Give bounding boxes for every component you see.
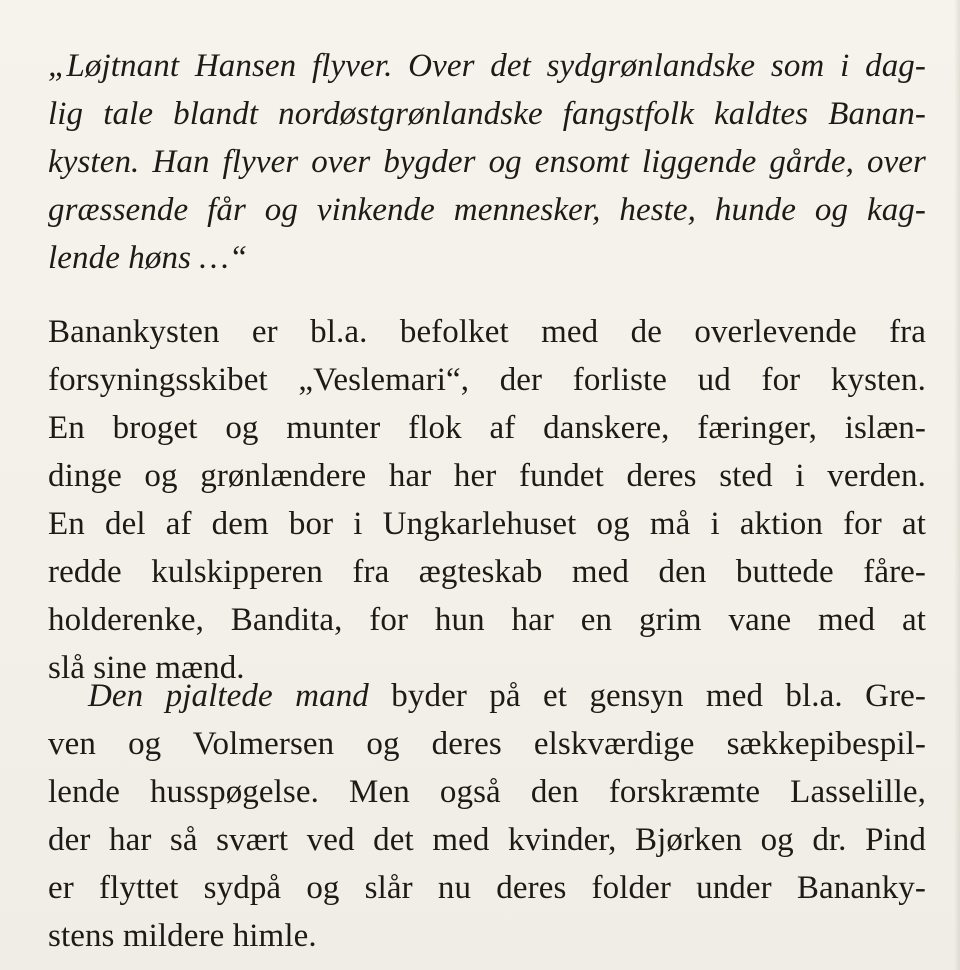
text-line: holderenke, Bandita, for hun har en grim vane med at: [48, 602, 926, 638]
book-title: Den pjaltede mand: [88, 678, 369, 714]
text-line: Banankysten er bl.a. befolket med de overlevende fra: [48, 314, 926, 350]
text-line: En broget og munter flok af danskere, færinger, islæn-: [48, 410, 926, 446]
quote-line: lende høns …“: [48, 240, 248, 276]
text-line: [88, 672, 926, 720]
quote-line: græssende får og vinkende mennesker, heste, hunde og kag-: [48, 192, 926, 228]
text-line: lende husspøgelse. Men også den forskræmte Lasselille,: [48, 774, 926, 810]
text-line: redde kulskipperen fra ægteskab med den buttede fåre-: [48, 554, 926, 590]
text-line: dinge og grønlændere har her fundet deres sted i verden.: [48, 458, 926, 494]
text-line: der har så svært ved det med kvinder, Bjørken og dr. Pind: [48, 822, 926, 858]
text-fragment: byder på et gensyn med bl.a. Gre-: [368, 678, 926, 714]
text-line: En del af dem bor i Ungkarlehuset og må i aktion for at: [48, 506, 926, 542]
text-line: er flyttet sydpå og slår nu deres folder under Bananky-: [48, 870, 926, 906]
text-line: ven og Volmersen og deres elskværdige sækkepibespil-: [48, 726, 926, 762]
text-line: slå sine mænd.: [48, 650, 245, 686]
quote-line: kysten. Han flyver over bygder og ensomt liggende gårde, over: [48, 144, 926, 180]
quote-line: lig tale blandt nordøstgrønlandske fangstfolk kaldtes Banan-: [48, 96, 926, 132]
page-edge-shadow: [954, 0, 960, 970]
text-line: forsyningsskibet „Veslemari“, der forliste ud for kysten.: [48, 362, 926, 398]
quote-line: „Løjtnant Hansen flyver. Over det sydgrønlandske som i dag-: [48, 48, 926, 84]
text-line: stens mildere himle.: [48, 918, 317, 954]
